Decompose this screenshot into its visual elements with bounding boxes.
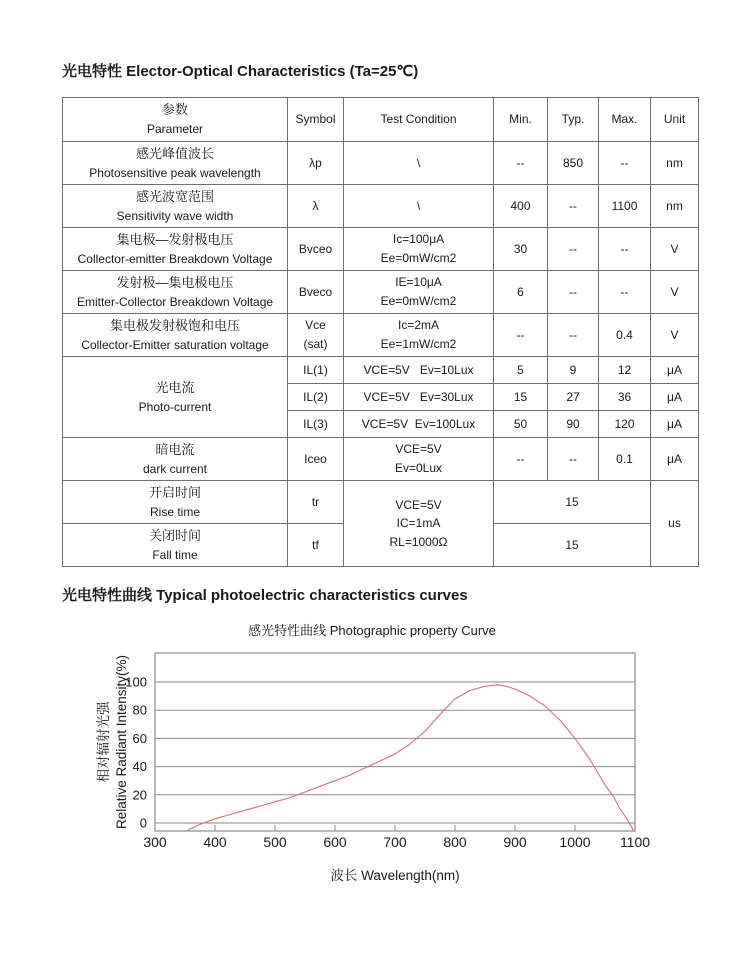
cell-symbol: IL(3) [288, 411, 344, 438]
cell-parameter: 集电极—发射极电压 Collector-emitter Breakdown Voltage [63, 228, 288, 271]
cell-unit: nm [651, 185, 699, 228]
x-tick-label: 300 [143, 834, 167, 850]
x-tick-label: 700 [383, 834, 407, 850]
cell-condition: VCE=5V Ev=100Lux [344, 411, 494, 438]
table-row [63, 314, 699, 357]
cell-unit: V [651, 271, 699, 314]
header-min: Min. [494, 98, 548, 142]
cell-max: 0.4 [599, 314, 651, 357]
section-title-curves: 光电特性曲线 Typical photoelectric characteristics curves [62, 587, 468, 604]
cell-condition: \ [344, 185, 494, 228]
cell-typ: -- [548, 185, 599, 228]
cell-symbol: Bvceo [288, 228, 344, 271]
cell-parameter: 光电流 Photo-current [63, 357, 288, 438]
cell-min: 5 [494, 357, 548, 384]
cell-max: -- [599, 228, 651, 271]
table-row [63, 228, 699, 271]
cell-max: 120 [599, 411, 651, 438]
cell-min: 50 [494, 411, 548, 438]
cell-symbol: Bveco [288, 271, 344, 314]
x-tick-label: 500 [263, 834, 287, 850]
table-row [63, 185, 699, 228]
header-symbol: Symbol [288, 98, 344, 142]
header-max: Max. [599, 98, 651, 142]
cell-symbol: λ [288, 185, 344, 228]
cell-parameter: 感光峰值波长 Photosensitive peak wavelength [63, 142, 288, 185]
cell-max: -- [599, 142, 651, 185]
table-row [63, 271, 699, 314]
cell-value-merged: 15 [494, 524, 651, 567]
y-tick-label: 60 [132, 730, 147, 746]
cell-parameter: 暗电流 dark current [63, 438, 288, 481]
cell-condition-shared: VCE=5V IC=1mA RL=1000Ω [344, 481, 494, 567]
cell-parameter: 集电极发射极饱和电压 Collector-Emitter saturation voltage [63, 314, 288, 357]
y-tick-label: 20 [132, 787, 147, 803]
cell-min: 15 [494, 384, 548, 411]
cell-min: 400 [494, 185, 548, 228]
y-axis-label-zh: 相对辐射光强 [96, 701, 111, 783]
cell-min: -- [494, 438, 548, 481]
cell-typ: -- [548, 438, 599, 481]
y-tick-label: 100 [125, 674, 147, 690]
cell-symbol: tf [288, 524, 344, 567]
cell-typ: -- [548, 314, 599, 357]
cell-unit-shared: us [651, 481, 699, 567]
cell-parameter: 开启时间 Rise time [63, 481, 288, 524]
cell-symbol: tr [288, 481, 344, 524]
x-tick-label: 1000 [559, 834, 591, 850]
x-axis-label: 波长 Wavelength(nm) [330, 868, 460, 883]
cell-unit: μA [651, 357, 699, 384]
cell-condition: VCE=5V Ev=0Lux [344, 438, 494, 481]
eo-characteristics-table [62, 97, 699, 567]
cell-typ: 9 [548, 357, 599, 384]
x-tick-label: 900 [503, 834, 527, 850]
cell-parameter: 感光波宽范围 Sensitivity wave width [63, 185, 288, 228]
photographic-property-curve-chart [92, 648, 652, 888]
cell-unit: nm [651, 142, 699, 185]
cell-condition: VCE=5V Ev=30Lux [344, 384, 494, 411]
header-unit: Unit [651, 98, 699, 142]
cell-unit: V [651, 314, 699, 357]
cell-min: 6 [494, 271, 548, 314]
chart-title: 感光特性曲线 Photographic property Curve [248, 623, 496, 638]
table-row [63, 481, 699, 524]
cell-max: -- [599, 271, 651, 314]
cell-unit: μA [651, 411, 699, 438]
cell-value-merged: 15 [494, 481, 651, 524]
cell-parameter: 关闭时间 Fall time [63, 524, 288, 567]
x-tick-label: 800 [443, 834, 467, 850]
cell-typ: 90 [548, 411, 599, 438]
cell-min: -- [494, 142, 548, 185]
table-header-row [63, 98, 699, 142]
cell-symbol: λp [288, 142, 344, 185]
cell-min: 30 [494, 228, 548, 271]
x-tick-label: 400 [203, 834, 227, 850]
cell-symbol: Iceo [288, 438, 344, 481]
table-row [63, 142, 699, 185]
header-parameter: 参数 Parameter [63, 98, 288, 142]
cell-symbol: IL(2) [288, 384, 344, 411]
cell-typ: 27 [548, 384, 599, 411]
cell-typ: -- [548, 228, 599, 271]
cell-condition: \ [344, 142, 494, 185]
x-tick-label: 1100 [619, 834, 651, 850]
cell-condition: IE=10μA Ee=0mW/cm2 [344, 271, 494, 314]
cell-symbol: Vce (sat) [288, 314, 344, 357]
cell-unit: μA [651, 438, 699, 481]
y-tick-label: 80 [132, 702, 147, 718]
cell-condition: Ic=2mA Ee=1mW/cm2 [344, 314, 494, 357]
x-tick-label: 600 [323, 834, 347, 850]
cell-parameter: 发射极—集电极电压 Emitter-Collector Breakdown Voltage [63, 271, 288, 314]
section-title-electro-optical: 光电特性 Elector-Optical Characteristics (Ta=25℃) [62, 63, 419, 80]
y-axis-label-en: Relative Radiant Intensity(%) [114, 654, 129, 830]
y-tick-label: 40 [132, 759, 147, 775]
cell-typ: 850 [548, 142, 599, 185]
cell-condition: VCE=5V Ev=10Lux [344, 357, 494, 384]
table-row [63, 438, 699, 481]
cell-max: 36 [599, 384, 651, 411]
cell-max: 1100 [599, 185, 651, 228]
y-tick-label: 0 [139, 815, 147, 831]
cell-min: -- [494, 314, 548, 357]
cell-max: 12 [599, 357, 651, 384]
header-typ: Typ. [548, 98, 599, 142]
cell-typ: -- [548, 271, 599, 314]
intensity-curve [188, 685, 633, 830]
header-test-condition: Test Condition [344, 98, 494, 142]
cell-unit: μA [651, 384, 699, 411]
plot-frame [155, 653, 635, 831]
cell-unit: V [651, 228, 699, 271]
table-row [63, 357, 699, 384]
cell-symbol: IL(1) [288, 357, 344, 384]
cell-max: 0.1 [599, 438, 651, 481]
cell-condition: Ic=100μA Ee=0mW/cm2 [344, 228, 494, 271]
